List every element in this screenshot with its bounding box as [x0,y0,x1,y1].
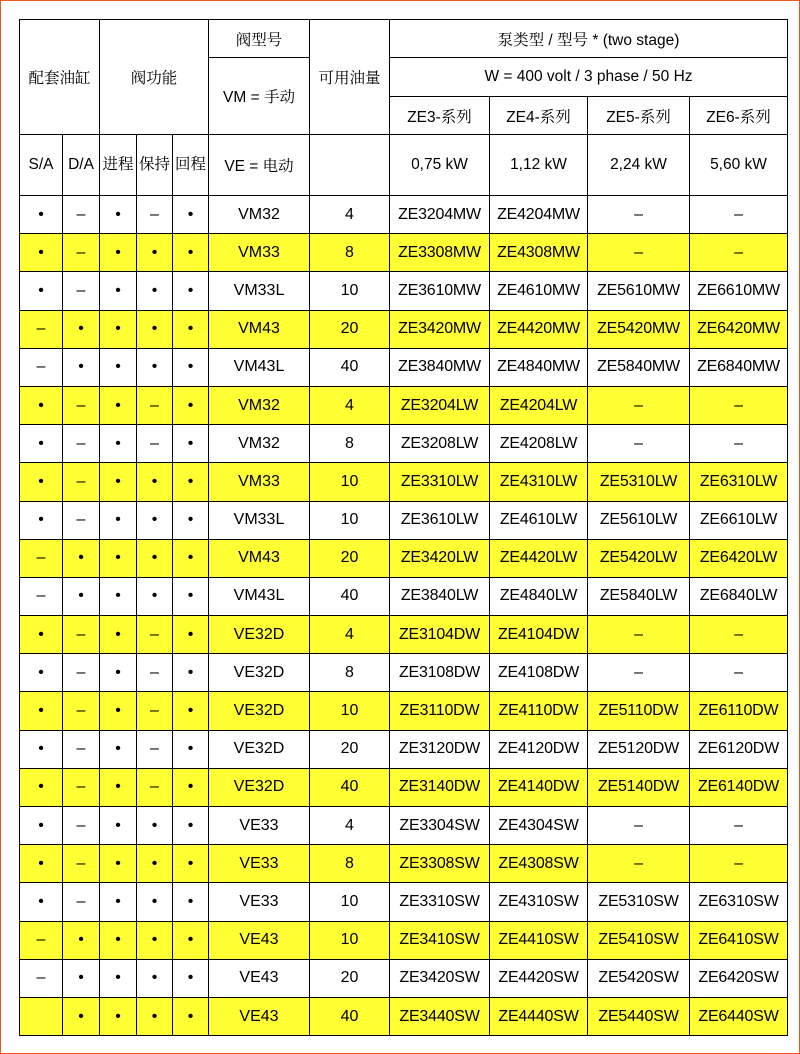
cell-sa: • [20,654,63,692]
cell-ze3-code: ZE3308MW [390,234,490,272]
cell-ze6-code: ZE6110DW [690,692,788,730]
cell-ze5-code: ZE5310LW [588,463,690,501]
cell-ze3-code: ZE3140DW [390,768,490,806]
cell-ze3-code: ZE3420SW [390,959,490,997]
cell-da: • [63,310,100,348]
cell-ze4-code: ZE4308MW [490,234,588,272]
cell-valve-model: VE33 [209,807,310,845]
cell-da: • [63,577,100,615]
cell-retract: • [173,845,209,883]
cell-oil-volume: 4 [310,807,390,845]
cell-retract: • [173,654,209,692]
header-power-ze5: 2,24 kW [588,135,690,196]
header-power-ze6: 5,60 kW [690,135,788,196]
cell-da: – [63,654,100,692]
cell-retract: • [173,425,209,463]
cell-oil-volume: 10 [310,501,390,539]
cell-valve-model: VM43L [209,348,310,386]
table-row [20,654,788,692]
cell-ze6-code: ZE6140DW [690,768,788,806]
cell-hold: – [137,386,173,424]
cell-oil-volume: 20 [310,539,390,577]
cell-ze6-code: – [690,807,788,845]
header-usable-oil: 可用油量 [310,20,390,135]
cell-ze3-code: ZE3610LW [390,501,490,539]
cell-oil-volume: 20 [310,959,390,997]
cell-retract: • [173,768,209,806]
cell-ze6-code: – [690,196,788,234]
cell-valve-model: VE32D [209,616,310,654]
cell-hold: – [137,730,173,768]
cell-ze5-code: – [588,616,690,654]
cell-retract: • [173,692,209,730]
cell-advance: • [100,577,137,615]
cell-ze5-code: ZE5310SW [588,883,690,921]
cell-ze4-code: ZE4108DW [490,654,588,692]
cell-ze5-code: ZE5110DW [588,692,690,730]
cell-oil-volume: 4 [310,386,390,424]
cell-ze3-code: ZE3610MW [390,272,490,310]
cell-sa: • [20,730,63,768]
header-mating-cylinder: 配套油缸 [20,20,100,135]
cell-ze3-code: ZE3120DW [390,730,490,768]
cell-ze6-code: ZE6420MW [690,310,788,348]
cell-ze4-code: ZE4204MW [490,196,588,234]
cell-da: • [63,959,100,997]
cell-ze5-code: ZE5610MW [588,272,690,310]
cell-ze3-code: ZE3410SW [390,921,490,959]
cell-da: – [63,616,100,654]
cell-retract: • [173,997,209,1035]
cell-ze6-code: ZE6420SW [690,959,788,997]
cell-ze6-code: ZE6610MW [690,272,788,310]
cell-sa: – [20,959,63,997]
cell-sa: • [20,616,63,654]
header-series-ze3: ZE3-系列 [390,97,490,135]
cell-advance: • [100,921,137,959]
cell-advance: • [100,997,137,1035]
cell-ze3-code: ZE3308SW [390,845,490,883]
header-hold: 保持 [137,135,173,196]
cell-ze4-code: ZE4420MW [490,310,588,348]
table-row [20,692,788,730]
cell-ze6-code: ZE6310SW [690,883,788,921]
cell-ze5-code: – [588,234,690,272]
table-header [20,20,788,196]
cell-da: – [63,807,100,845]
cell-advance: • [100,463,137,501]
cell-retract: • [173,921,209,959]
cell-advance: • [100,692,137,730]
table-row [20,539,788,577]
cell-ze6-code: ZE6840MW [690,348,788,386]
cell-ze4-code: ZE4208LW [490,425,588,463]
cell-retract: • [173,234,209,272]
cell-da: – [63,463,100,501]
cell-ze3-code: ZE3108DW [390,654,490,692]
header-advance: 进程 [100,135,137,196]
cell-hold: • [137,310,173,348]
cell-da: – [63,883,100,921]
cell-sa: • [20,425,63,463]
cell-retract: • [173,501,209,539]
cell-oil-volume: 4 [310,196,390,234]
cell-valve-model: VM43L [209,577,310,615]
cell-sa: – [20,348,63,386]
cell-valve-model: VE33 [209,845,310,883]
cell-sa [20,997,63,1035]
cell-retract: • [173,310,209,348]
cell-ze4-code: ZE4104DW [490,616,588,654]
cell-ze5-code: ZE5410SW [588,921,690,959]
cell-advance: • [100,845,137,883]
cell-oil-volume: 20 [310,310,390,348]
header-power-ze4: 1,12 kW [490,135,588,196]
header-sa: S/A [20,135,63,196]
cell-oil-volume: 10 [310,272,390,310]
cell-ze3-code: ZE3420MW [390,310,490,348]
cell-hold: – [137,654,173,692]
cell-ze5-code: – [588,425,690,463]
cell-hold: – [137,768,173,806]
cell-hold: • [137,234,173,272]
cell-oil-volume: 40 [310,997,390,1035]
cell-sa: • [20,768,63,806]
cell-sa: • [20,501,63,539]
cell-ze4-code: ZE4610LW [490,501,588,539]
cell-ze5-code: ZE5440SW [588,997,690,1035]
cell-oil-volume: 20 [310,730,390,768]
cell-ze4-code: ZE4410SW [490,921,588,959]
cell-hold: • [137,577,173,615]
cell-da: – [63,425,100,463]
cell-hold: – [137,425,173,463]
cell-ze4-code: ZE4310LW [490,463,588,501]
cell-valve-model: VM32 [209,425,310,463]
cell-ze3-code: ZE3440SW [390,997,490,1035]
cell-retract: • [173,348,209,386]
cell-valve-model: VM33 [209,463,310,501]
header-vm-manual: VM = 手动 [209,58,310,135]
table-row [20,310,788,348]
cell-advance: • [100,310,137,348]
cell-sa: • [20,692,63,730]
cell-sa: • [20,845,63,883]
cell-hold: – [137,692,173,730]
cell-advance: • [100,234,137,272]
cell-da: – [63,196,100,234]
pump-valve-spec-table [19,19,788,1036]
cell-da: • [63,348,100,386]
cell-retract: • [173,577,209,615]
cell-advance: • [100,768,137,806]
cell-ze4-code: ZE4310SW [490,883,588,921]
cell-oil-volume: 8 [310,845,390,883]
header-da: D/A [63,135,100,196]
table-row [20,196,788,234]
cell-sa: • [20,807,63,845]
cell-ze6-code: ZE6410SW [690,921,788,959]
cell-da: – [63,768,100,806]
cell-advance: • [100,883,137,921]
cell-hold: – [137,196,173,234]
cell-ze3-code: ZE3104DW [390,616,490,654]
cell-oil-volume: 8 [310,654,390,692]
cell-sa: • [20,463,63,501]
cell-ze6-code: – [690,425,788,463]
cell-hold: • [137,845,173,883]
cell-ze5-code: – [588,807,690,845]
cell-advance: • [100,959,137,997]
cell-valve-model: VM33 [209,234,310,272]
cell-ze4-code: ZE4610MW [490,272,588,310]
cell-ze6-code: – [690,616,788,654]
table-row [20,845,788,883]
table-row [20,386,788,424]
cell-advance: • [100,501,137,539]
cell-ze3-code: ZE3304SW [390,807,490,845]
cell-ze4-code: ZE4840LW [490,577,588,615]
cell-hold: • [137,348,173,386]
cell-hold: • [137,883,173,921]
cell-hold: • [137,921,173,959]
cell-da: – [63,845,100,883]
cell-da: • [63,539,100,577]
cell-sa: – [20,310,63,348]
cell-ze3-code: ZE3110DW [390,692,490,730]
table-row [20,921,788,959]
cell-ze3-code: ZE3204MW [390,196,490,234]
cell-da: – [63,386,100,424]
cell-advance: • [100,807,137,845]
cell-valve-model: VM32 [209,386,310,424]
cell-advance: • [100,730,137,768]
cell-valve-model: VM43 [209,539,310,577]
cell-ze6-code: ZE6610LW [690,501,788,539]
cell-advance: • [100,425,137,463]
header-power-ze3: 0,75 kW [390,135,490,196]
table-row [20,959,788,997]
cell-ze5-code: – [588,386,690,424]
cell-oil-volume: 40 [310,577,390,615]
header-ve-electric: VE = 电动 [209,135,310,196]
table-row [20,997,788,1035]
cell-oil-volume: 10 [310,921,390,959]
cell-valve-model: VE43 [209,921,310,959]
cell-oil-volume: 40 [310,348,390,386]
table-row [20,807,788,845]
cell-da: • [63,997,100,1035]
cell-ze5-code: ZE5420LW [588,539,690,577]
cell-retract: • [173,463,209,501]
header-series-ze4: ZE4-系列 [490,97,588,135]
cell-da: – [63,272,100,310]
cell-retract: • [173,959,209,997]
cell-ze6-code: – [690,386,788,424]
cell-ze4-code: ZE4308SW [490,845,588,883]
cell-ze6-code: ZE6310LW [690,463,788,501]
cell-hold: – [137,616,173,654]
cell-valve-model: VM32 [209,196,310,234]
cell-ze3-code: ZE3840LW [390,577,490,615]
cell-da: – [63,692,100,730]
cell-ze5-code: – [588,654,690,692]
cell-advance: • [100,196,137,234]
header-valve-model: 阀型号 [209,20,310,58]
cell-ze3-code: ZE3208LW [390,425,490,463]
cell-ze4-code: ZE4304SW [490,807,588,845]
table-row [20,616,788,654]
cell-ze6-code: – [690,654,788,692]
cell-valve-model: VE43 [209,959,310,997]
cell-hold: • [137,501,173,539]
cell-hold: • [137,807,173,845]
cell-retract: • [173,539,209,577]
cell-ze4-code: ZE4140DW [490,768,588,806]
cell-retract: • [173,616,209,654]
cell-retract: • [173,386,209,424]
cell-valve-model: VE32D [209,768,310,806]
cell-ze6-code: ZE6440SW [690,997,788,1035]
cell-hold: • [137,272,173,310]
cell-da: – [63,234,100,272]
table-row [20,501,788,539]
header-retract: 回程 [173,135,209,196]
cell-sa: • [20,386,63,424]
cell-da: – [63,501,100,539]
cell-ze4-code: ZE4204LW [490,386,588,424]
cell-oil-volume: 10 [310,883,390,921]
cell-ze3-code: ZE3204LW [390,386,490,424]
cell-sa: – [20,921,63,959]
cell-advance: • [100,654,137,692]
cell-da: • [63,921,100,959]
cell-ze5-code: ZE5420MW [588,310,690,348]
cell-ze6-code: ZE6840LW [690,577,788,615]
cell-oil-volume: 8 [310,425,390,463]
cell-da: – [63,730,100,768]
cell-oil-volume: 10 [310,463,390,501]
table-row [20,234,788,272]
cell-advance: • [100,539,137,577]
cell-hold: • [137,959,173,997]
cell-retract: • [173,272,209,310]
cell-ze5-code: ZE5840LW [588,577,690,615]
cell-sa: • [20,883,63,921]
cell-oil-volume: 8 [310,234,390,272]
cell-sa: • [20,196,63,234]
table-row [20,425,788,463]
header-pump-type: 泵类型 / 型号 * (two stage) [390,20,788,58]
cell-ze5-code: ZE5120DW [588,730,690,768]
cell-retract: • [173,730,209,768]
cell-oil-volume: 10 [310,692,390,730]
cell-sa: – [20,539,63,577]
cell-ze6-code: ZE6120DW [690,730,788,768]
cell-oil-volume: 4 [310,616,390,654]
cell-ze6-code: ZE6420LW [690,539,788,577]
cell-ze6-code: – [690,845,788,883]
cell-valve-model: VE32D [209,692,310,730]
cell-sa: – [20,577,63,615]
cell-ze3-code: ZE3840MW [390,348,490,386]
header-voltage: W = 400 volt / 3 phase / 50 Hz [390,58,788,97]
cell-ze5-code: ZE5610LW [588,501,690,539]
cell-hold: • [137,997,173,1035]
cell-ze5-code: ZE5840MW [588,348,690,386]
cell-hold: • [137,463,173,501]
cell-ze5-code: ZE5420SW [588,959,690,997]
cell-valve-model: VE33 [209,883,310,921]
cell-ze4-code: ZE4110DW [490,692,588,730]
cell-ze4-code: ZE4420SW [490,959,588,997]
cell-sa: • [20,272,63,310]
cell-valve-model: VE43 [209,997,310,1035]
header-series-ze5: ZE5-系列 [588,97,690,135]
table-body [20,196,788,1036]
cell-hold: • [137,539,173,577]
cell-retract: • [173,883,209,921]
cell-ze5-code: – [588,196,690,234]
header-valve-function: 阀功能 [100,20,209,135]
cell-ze4-code: ZE4120DW [490,730,588,768]
table-row [20,463,788,501]
cell-advance: • [100,386,137,424]
cell-valve-model: VM33L [209,272,310,310]
cell-sa: • [20,234,63,272]
cell-ze4-code: ZE4840MW [490,348,588,386]
table-row [20,577,788,615]
table-row [20,768,788,806]
cell-advance: • [100,616,137,654]
cell-ze5-code: ZE5140DW [588,768,690,806]
cell-valve-model: VM43 [209,310,310,348]
table-row [20,348,788,386]
cell-ze6-code: – [690,234,788,272]
table-row [20,272,788,310]
table-row [20,883,788,921]
cell-oil-volume: 40 [310,768,390,806]
cell-ze4-code: ZE4440SW [490,997,588,1035]
cell-valve-model: VM33L [209,501,310,539]
cell-retract: • [173,807,209,845]
header-oil-blank [310,135,390,196]
cell-ze3-code: ZE3310SW [390,883,490,921]
cell-advance: • [100,348,137,386]
cell-ze3-code: ZE3310LW [390,463,490,501]
header-series-ze6: ZE6-系列 [690,97,788,135]
table-row [20,730,788,768]
cell-ze5-code: – [588,845,690,883]
cell-advance: • [100,272,137,310]
cell-retract: • [173,196,209,234]
cell-ze4-code: ZE4420LW [490,539,588,577]
cell-ze3-code: ZE3420LW [390,539,490,577]
cell-valve-model: VE32D [209,654,310,692]
cell-valve-model: VE32D [209,730,310,768]
